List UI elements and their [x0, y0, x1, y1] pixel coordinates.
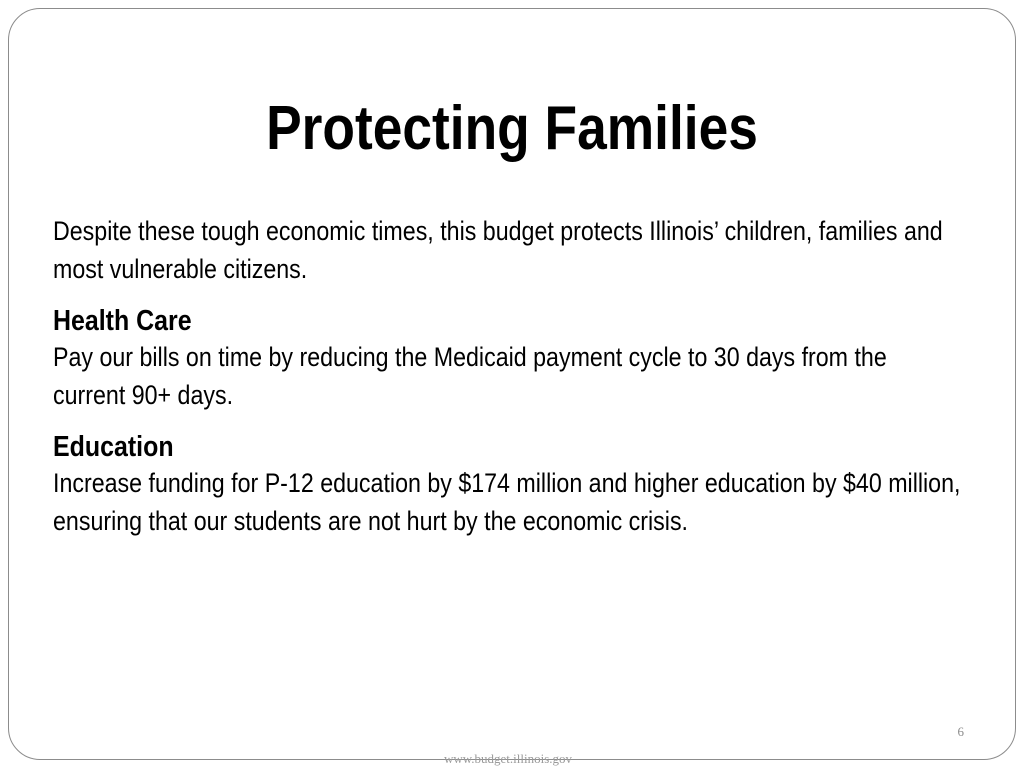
page-number: 6	[957, 724, 964, 739]
footer-url: www.budget.illinois.gov	[443, 751, 573, 766]
section-heading: Health Care	[53, 305, 192, 337]
intro-paragraph: Despite these tough economic times, this budget protects Illinois’ children, families and most vulnerable citizens.	[53, 216, 943, 284]
slide-body	[53, 212, 965, 556]
section-text: Increase funding for P-12 education by $174 million and higher education by $40 million, ensuring that our students are not hurt by the economic crisis.	[53, 468, 961, 536]
section-text: Pay our bills on time by reducing the Medicaid payment cycle to 30 days from the current 90+ days.	[53, 342, 887, 410]
slide-title: Protecting Families	[266, 94, 758, 163]
section-education	[53, 430, 965, 540]
section-health-care	[53, 304, 965, 414]
section-heading: Education	[53, 431, 174, 463]
